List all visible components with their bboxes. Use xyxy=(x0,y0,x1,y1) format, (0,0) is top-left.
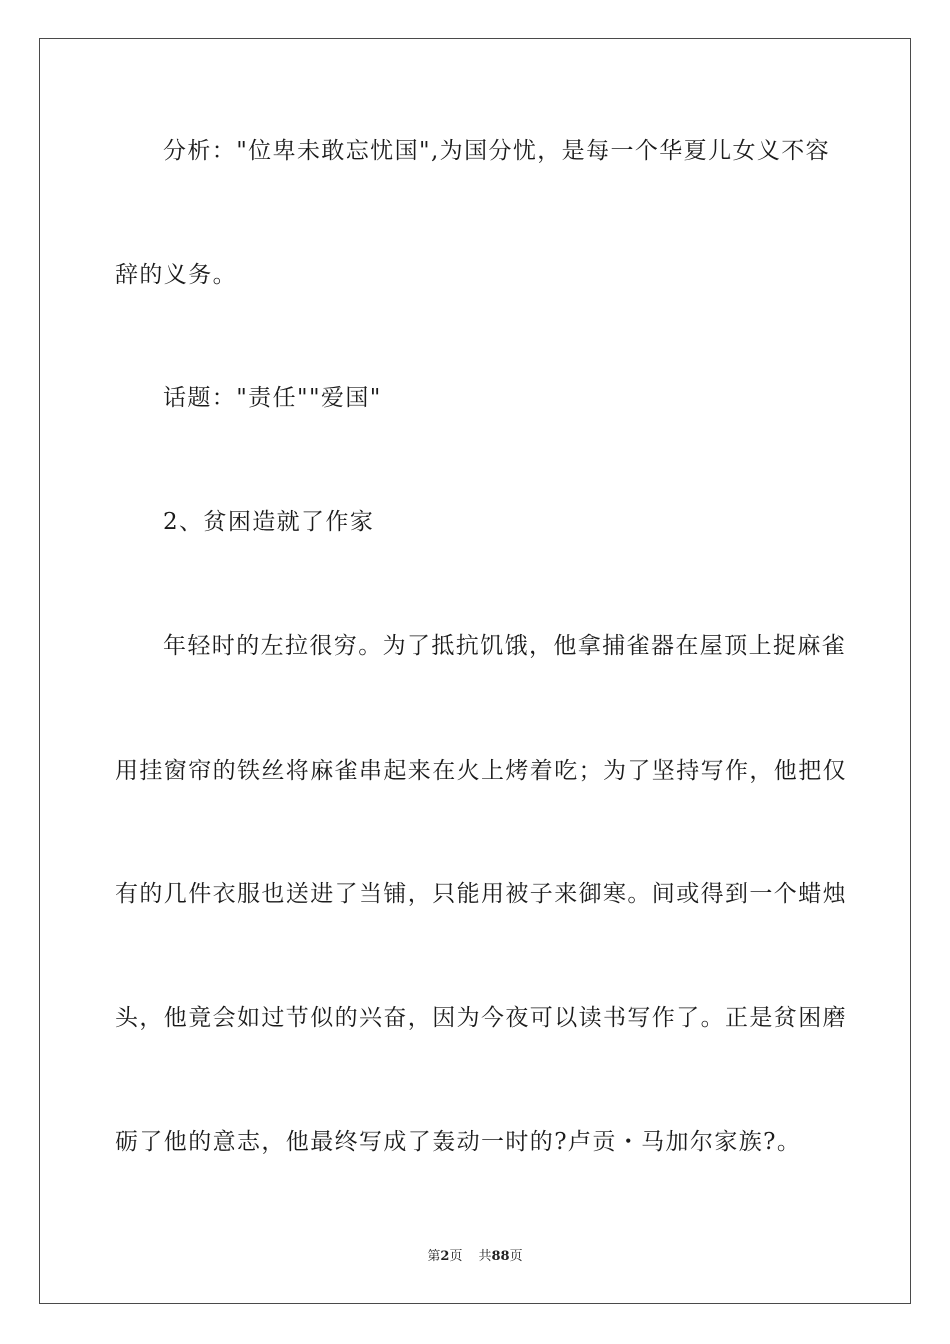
paragraph-2-line-5: 砺了他的意志，他最终写成了轰动一时的?卢贡・马加尔家族?。 xyxy=(115,1129,802,1155)
paragraph-2-line-1: 年轻时的左拉很穷。为了抵抗饥饿，他拿捕雀器在屋顶上捉麻雀 xyxy=(163,633,847,659)
page-footer xyxy=(0,1248,950,1266)
paragraph-2-line-4: 头，他竟会如过节似的兴奋，因为今夜可以读书写作了。正是贫困磨 xyxy=(115,1005,847,1031)
paragraph-1-line-2: 辞的义务。 xyxy=(115,262,237,288)
section-heading: 2、贫困造就了作家 xyxy=(163,509,375,535)
paragraph-2-line-3: 有的几件衣服也送进了当铺，只能用被子来御寒。间或得到一个蜡烛 xyxy=(115,881,847,907)
topic-line: 话题："责任""爱国" xyxy=(163,385,382,411)
page-number: 2 xyxy=(440,1249,450,1264)
paragraph-1-line-1: 分析："位卑未敢忘忧国",为国分忧，是每一个华夏儿女义不容 xyxy=(163,138,831,164)
total-suffix: 页 xyxy=(509,1249,523,1264)
page-suffix: 页 xyxy=(449,1249,463,1264)
total-prefix: 共 xyxy=(478,1249,492,1264)
page-prefix: 第 xyxy=(427,1249,441,1264)
paragraph-2-line-2: 用挂窗帘的铁丝将麻雀串起来在火上烤着吃；为了坚持写作，他把仅 xyxy=(115,758,847,784)
page-border xyxy=(39,38,911,1304)
total-pages: 88 xyxy=(491,1249,510,1264)
